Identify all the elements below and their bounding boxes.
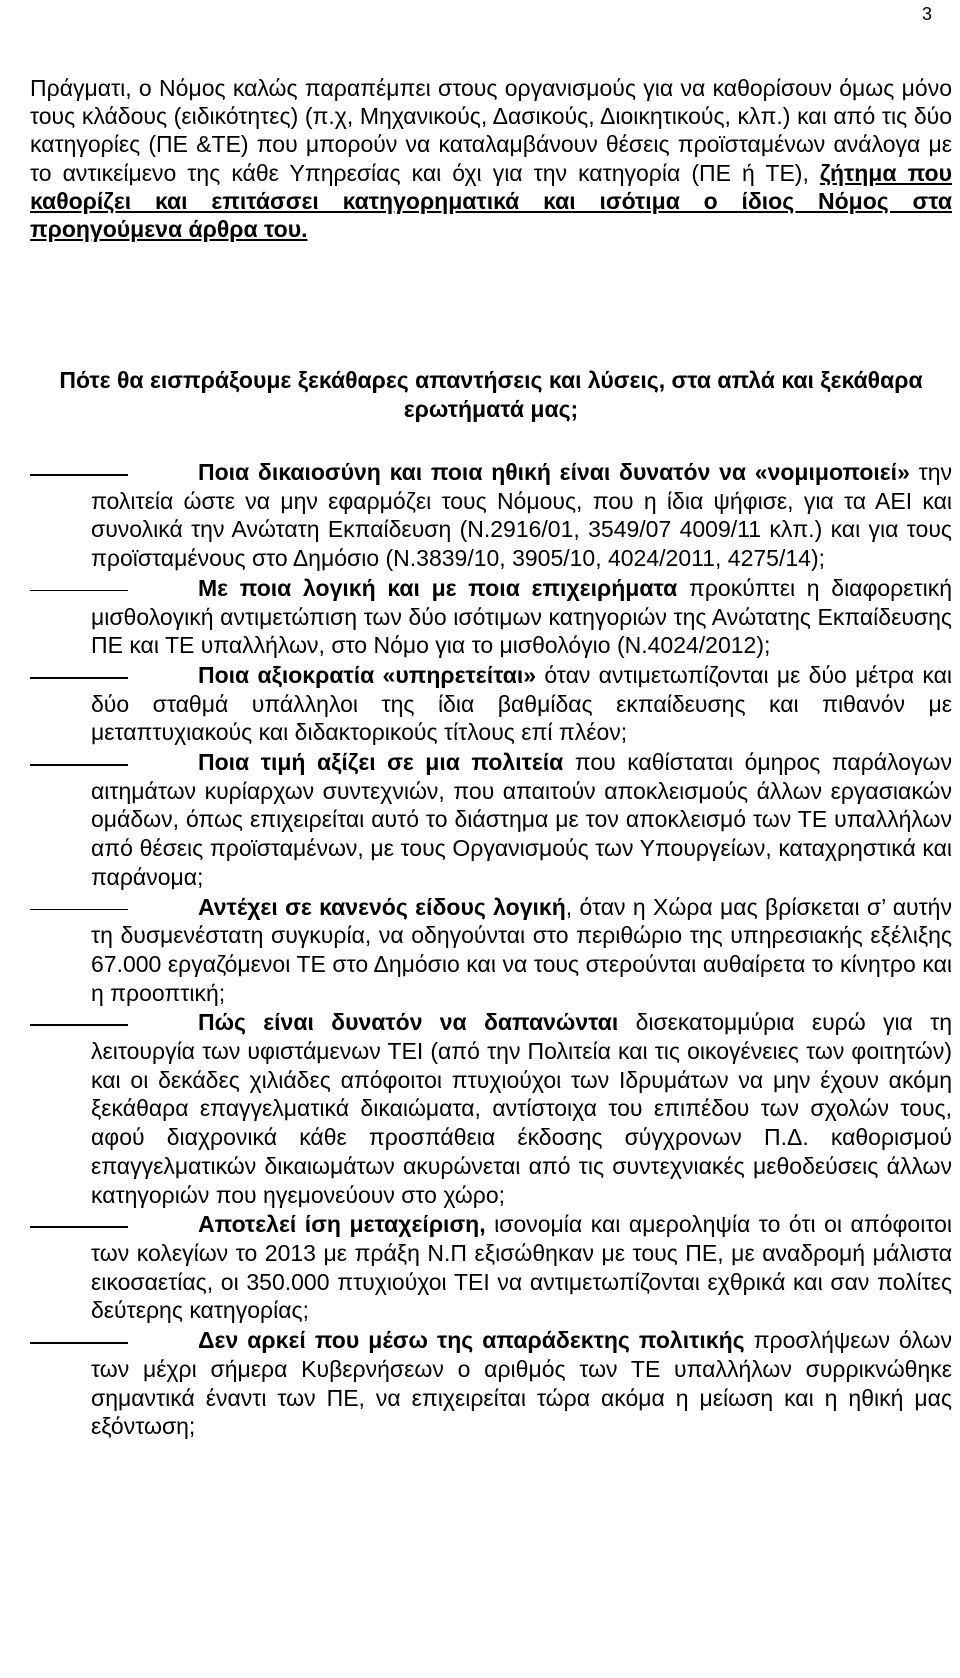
dash-marker xyxy=(30,474,128,476)
intro-emphasis: ζήτημα που καθορίζει και επιτάσσει κατηγορηματικά και ισότιμα ο ίδιος Νόμος στα προηγούμενα άρθρα του. xyxy=(30,159,952,243)
dash-marker xyxy=(30,764,128,766)
item-bold-text: Δεν αρκεί που μέσω της απαράδεκτης πολιτικής xyxy=(198,1327,745,1354)
item-bold-text: Με ποια λογική και με ποια επιχειρήματα xyxy=(198,574,678,601)
list-item xyxy=(30,1326,952,1441)
item-bold-text: Ποια τιμή αξίζει σε μια πολιτεία xyxy=(198,749,564,776)
dash-marker xyxy=(30,590,128,592)
list-item xyxy=(30,1008,952,1209)
item-bold-text: Αποτελεί ίση μεταχείριση, xyxy=(198,1211,486,1238)
item-bold-text: Αντέχει σε κανενός είδους λογική xyxy=(198,893,566,920)
item-text: ισονομία και αμεροληψία το ότι οι απόφοιτοι των κολεγίων το 2013 με πράξη Ν.Π εξισώθηκαν με τους ΠΕ, με αναδρομή μάλιστα εικοσαετίας, οι 350.000 πτυχιούχοι ΤΕΙ να αντιμετωπίζονται εχθρικά και σαν πολίτες δεύτερης κατηγορίας; xyxy=(91,1211,952,1324)
dash-marker xyxy=(30,677,128,679)
item-text: προσλήψεων όλων των μέχρι σήμερα Κυβερνήσεων ο αριθμός των ΤΕ υπαλλήλων συρρικνώθηκε σημαντικά έναντι των ΠΕ, να επιχειρείται τώρα ακόμα η μείωση και η ηθική μας εξόντωση; xyxy=(91,1327,952,1440)
dash-marker xyxy=(30,1342,128,1344)
dash-marker xyxy=(30,1024,128,1026)
list-item xyxy=(30,748,952,892)
item-bold-text: Ποια αξιοκρατία «υπηρετείται» xyxy=(198,661,537,688)
list-item xyxy=(30,458,952,573)
item-text: που καθίσταται όμηρος παράλογων αιτημάτων κυρίαρχων συντεχνιών, που απαιτούν αποκλεισμούς άλλων εργασιακών ομάδων, όπως επιχειρείται αυτό το διάστημα με τον αποκλεισμό των ΤΕ υπαλλήλων από θέσεις προϊσταμένων, με τους Οργανισμούς των Υπουργείων, καταχρηστικά και παράνομα; xyxy=(91,749,952,890)
page-number: 3 xyxy=(921,4,932,24)
item-text: προκύπτει η διαφορετική μισθολογική αντιμετώπιση των δύο ισότιμων κατηγοριών της Ανώτατης Εκπαίδευσης ΠΕ και ΤΕ υπαλλήλων, στο Νόμο για το μισθολόγιο (Ν.4024/2012); xyxy=(91,574,953,659)
list-item xyxy=(30,1210,952,1325)
item-text: όταν αντιμετωπίζονται με δύο μέτρα και δύο σταθμά υπάλληλοι της ίδια βαθμίδας εκπαίδευσης και πιθανόν με μεταπτυχιακούς και διδακτορικούς τίτλους επί πλέον; xyxy=(91,661,952,746)
item-text: , όταν η Χώρα μας βρίσκεται σ’ αυτήν τη δυσμενέστατη συγκυρία, να οδηγούνται στο περιθώριο της υπηρεσιακής εξέλιξης 67.000 εργαζόμενοι ΤΕ στο Δημόσιο και να τους στερούνται αυθαίρετα το κίνητρο και η προοπτική; xyxy=(91,893,952,1006)
question-heading: Πότε θα εισπράξουμε ξεκάθαρες απαντήσεις και λύσεις, στα απλά και ξεκάθαρα ερωτήματά μας; xyxy=(59,367,923,422)
item-bold-text: Πώς είναι δυνατόν να δαπανώνται xyxy=(198,1009,619,1036)
list-item xyxy=(30,574,952,660)
question-list xyxy=(30,458,952,1442)
item-bold-text: Ποια δικαιοσύνη και ποια ηθική είναι δυνατόν να «νομιμοποιεί» xyxy=(198,459,910,485)
item-text: δισεκατομμύρια ευρώ για τη λειτουργία των υφιστάμενων ΤΕΙ (από την Πολιτεία και τις οικογένειες των φοιτητών) και οι δεκάδες χιλιάδες απόφοιτοι πτυχιούχοι των Ιδρυμάτων να μην έχουν ακόμη ξεκάθαρα επαγγελματικά δικαιώματα, αντίστοιχα του επιπέδου των σχολών τους, αφού διαχρονικά κάθε προσπάθεια έκδοσης σύγχρονων Π.Δ. καθορισμού επαγγελματικών δικαιωμάτων ακυρώνεται από τις συντεχνιακές μεθοδεύσεις άλλων κατηγοριών που ηγεμονεύουν στο χώρο; xyxy=(91,1009,952,1208)
intro-paragraph xyxy=(30,74,952,243)
item-text: την πολιτεία ώστε να μην εφαρμόζει τους Νόμους, που η ίδια ψήφισε, για τα ΑΕΙ και συνολικά την Ανώτατη Εκπαίδευση (Ν.2916/01, 3549/07 4009/11 κλπ.) και για τους προϊσταμένους στο Δημόσιο (Ν.3839/10, 3905/10, 4024/2011, 4275/14); xyxy=(91,459,952,572)
list-item xyxy=(30,893,952,1008)
intro-text: Πράγματι, ο Νόμος καλώς παραπέμπει στους οργανισμούς για να καθορίσουν όμως μόνο τους κλάδους (ειδικότητες) (π.χ, Μηχανικούς, Δασικούς, Διοικητικούς, κλπ.) και από τις δύο κατηγορίες (ΠΕ &ΤΕ) που μπορούν να καταλαμβάνουν θέσεις προϊσταμένων ανάλογα με το αντικείμενο της κάθε Υπηρεσίας και όχι για την κατηγορία (ΠΕ ή ΤΕ), xyxy=(30,75,952,186)
list-item xyxy=(30,661,952,747)
dash-marker xyxy=(30,1226,128,1228)
dash-marker xyxy=(30,909,128,911)
